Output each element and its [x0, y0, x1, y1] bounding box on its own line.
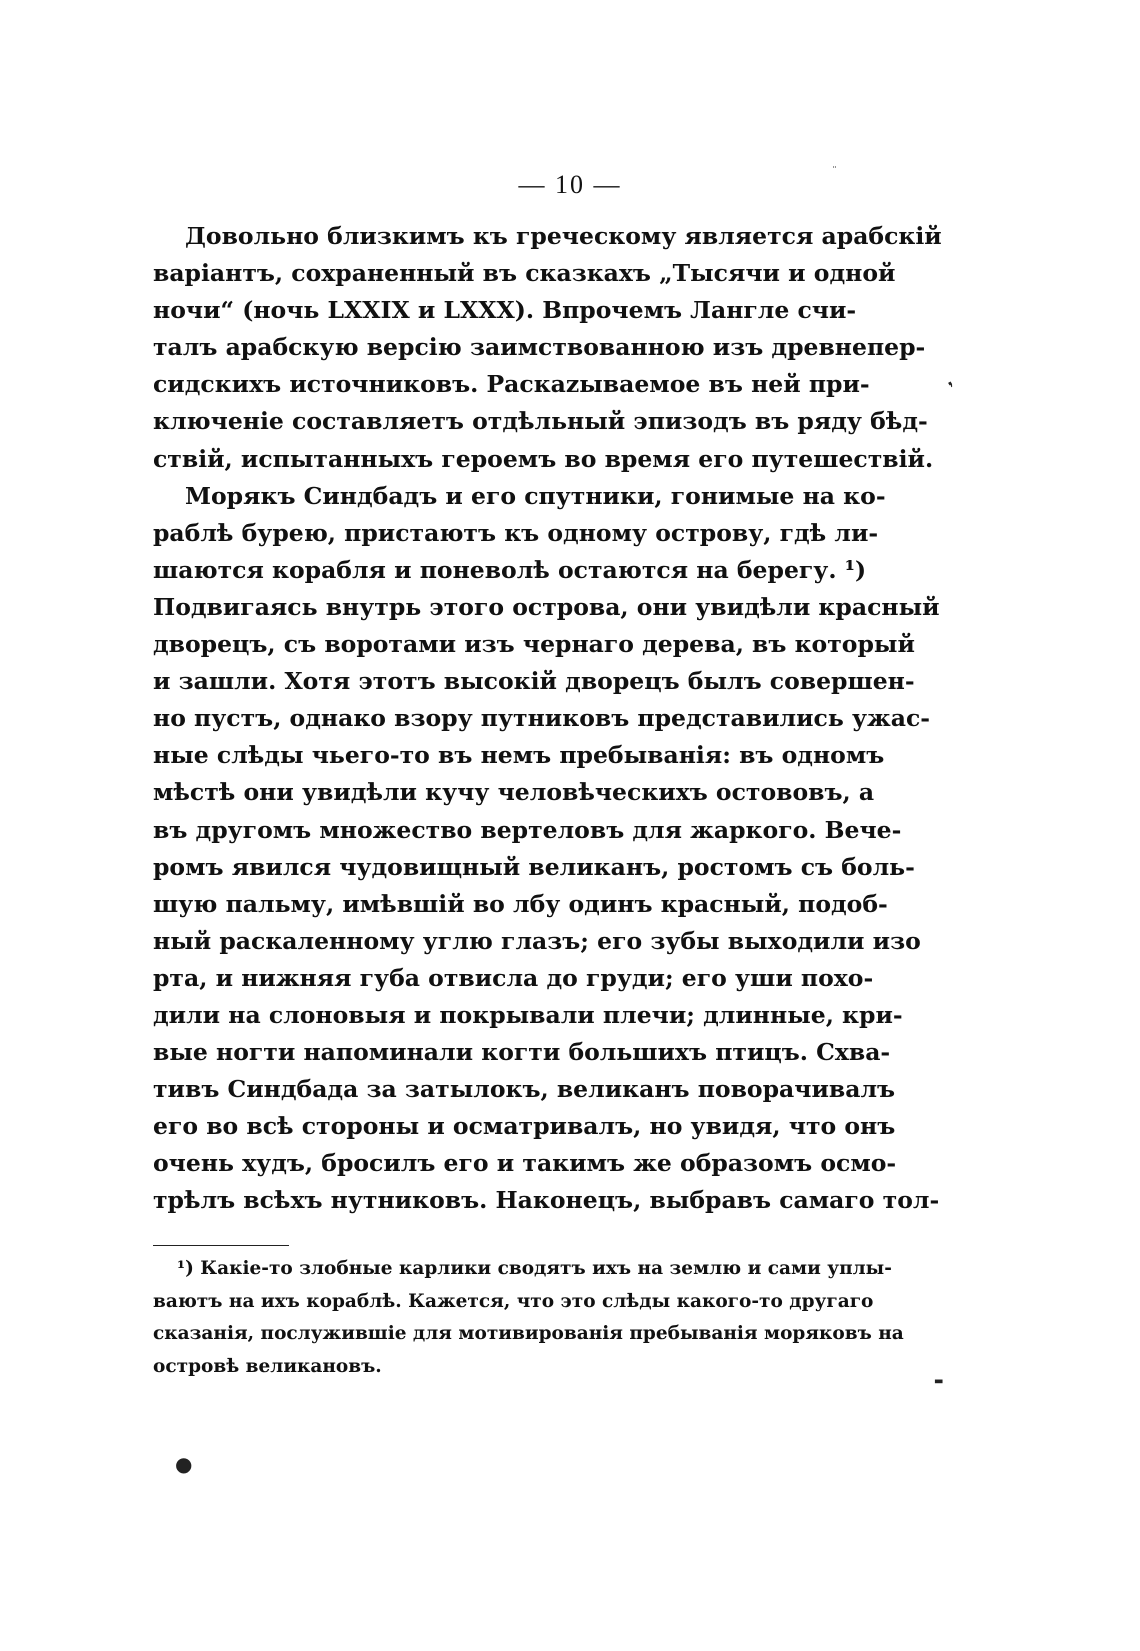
text-line: рта, и нижняя губа отвисла до груди; его уши похо- — [153, 963, 874, 992]
footnote-line: ваютъ на ихъ кораблѣ. Кажется, что это слѣды какого-то другаго — [153, 1290, 874, 1312]
text-line: ночи“ (ночь LXXIX и LXXX). Впрочемъ Лангле счи- — [153, 296, 857, 325]
text-line: вые ногти напоминали когти большихъ птицъ. Схва- — [153, 1038, 891, 1067]
footnote-line: сказанія, послужившіе для мотивированія пребыванія моряковъ на — [153, 1323, 904, 1344]
footnote-line: островѣ великановъ. — [153, 1355, 382, 1377]
ink-speck-mark: ¨ — [832, 166, 837, 177]
text-line: ный раскаленному углю глазъ; его зубы выходили изо — [153, 926, 921, 955]
text-line: ные слѣды чьего-то въ немъ пребыванія: въ одномъ — [153, 741, 885, 770]
text-line: шаются корабля и поневолѣ остаются на берегу. ¹) — [153, 555, 867, 584]
text-line: дворецъ, съ воротами изъ чернаго дерева, въ который — [153, 630, 915, 659]
text-line: ствій, испытанныхъ героемъ во время его путешествій. — [153, 444, 934, 473]
ink-speck-mark: ● — [175, 1452, 193, 1476]
text-line: тивъ Синдбада за затылокъ, великанъ поворачивалъ — [153, 1075, 896, 1104]
text-line: шую пальму, имѣвшій во лбу одинъ красный, подоб- — [153, 889, 888, 918]
text-line: ключеніе составляетъ отдѣльный эпизодъ въ ряду бѣд- — [153, 407, 928, 436]
text-line: мѣстѣ они увидѣли кучу человѣческихъ остововъ, а — [153, 778, 875, 807]
footnote-divider — [153, 1245, 289, 1246]
text-line: сидскихъ источниковъ. Раскazываемое въ ней при- — [153, 370, 870, 399]
text-line: но пустъ, однако взору путниковъ представились ужас- — [153, 704, 931, 733]
text-line: талъ арабскую версію заимствованною изъ древнепер- — [153, 333, 926, 362]
text-line: въ другомъ множество вертеловъ для жаркого. Вече- — [153, 815, 902, 844]
text-line: Довольно близкимъ къ греческому является арабскій — [185, 222, 942, 250]
footnotes — [153, 1253, 904, 1383]
text-line: варіантъ, сохраненный въ сказкахъ „Тысячи и одной — [153, 259, 896, 288]
ink-speck-mark: ▬ — [934, 1376, 944, 1387]
text-line: Подвигаясь внутрь этого острова, они увидѣли красный — [153, 592, 940, 621]
text-line: его во всѣ стороны и осматривалъ, но увидя, что онъ — [153, 1112, 896, 1141]
text-line: очень худъ, бросилъ его и такимъ же образомъ осмо- — [153, 1149, 897, 1178]
body-text — [153, 218, 942, 1220]
footnote-line: ¹) Какіе-то злобные карлики сводятъ ихъ на землю и сами уплы- — [177, 1258, 892, 1279]
text-line: и зашли. Хотя этотъ высокій дворецъ былъ совершен- — [153, 667, 915, 696]
text-line: Морякъ Синдбадъ и его спутники, гонимые на ко- — [185, 481, 886, 510]
ink-speck-mark: ❜ — [945, 377, 960, 398]
text-line: ромъ явился чудовищный великанъ, ростомъ съ боль- — [153, 852, 915, 881]
text-line: дили на слоновыя и покрывали плечи; длинные, кри- — [153, 1000, 903, 1029]
page-number: — 10 — — [518, 170, 622, 199]
text-line: трѣлъ всѣхъ нутниковъ. Наконецъ, выбравъ самаго тол- — [153, 1186, 940, 1215]
text-line: раблѣ бурею, пристаютъ къ одному острову, гдѣ ли- — [153, 518, 879, 547]
